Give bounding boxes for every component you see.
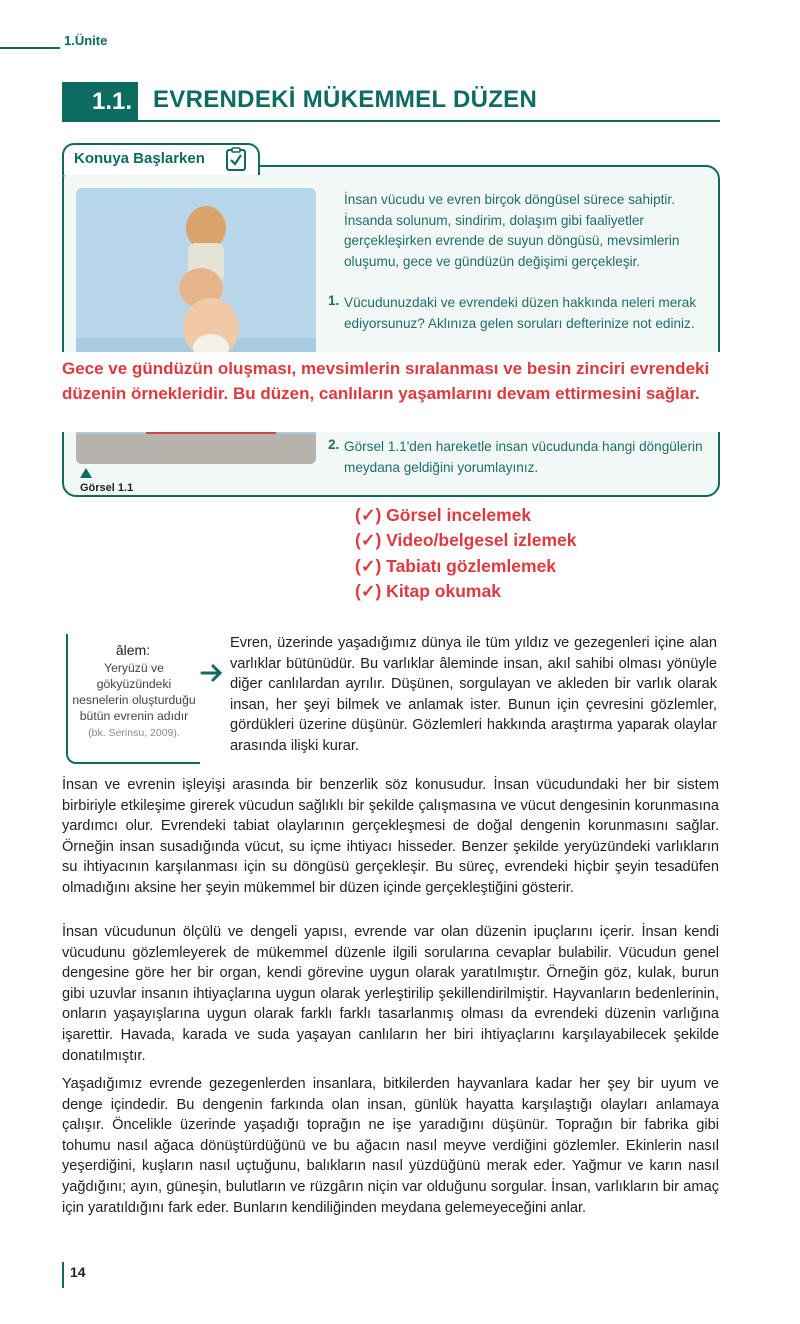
unit-label: 1.Ünite — [64, 33, 108, 48]
checklist-item: (✓) Video/belgesel izlemek — [355, 530, 577, 551]
clipboard-check-icon — [225, 147, 247, 171]
page-number: 14 — [70, 1264, 86, 1280]
glossary-reference: (bk. Serinsu, 2009). — [88, 727, 180, 739]
glossary-definition-text: Yeryüzü ve gökyüzündeki nesnelerin oluşturduğu bütün evrenin adıdır — [72, 661, 196, 723]
caption-pointer-icon — [80, 468, 92, 478]
intro-tab-label: Konuya Başlarken — [74, 150, 205, 167]
paragraph-3: İnsan vücudunun ölçülü ve dengeli yapısı, evrende var olan düzenin ipuçlarını içerir. İnsan kendi vücudunu gözlemleyerek de mükemmel düzenle ilgili sorularına cevaplar bulabilir. Vücudun genel dengesine göre her bir organ, kendi görevine uygun olarak yaratılmıştır. Örneğin göz, kulak, burun gibi uzuvlar insanın ihtiyaçlarına uygun olarak yerleştirilip şekillendirilmiştir. Hayvanların bedenlerinin, onların yaşayışlarına uygun olarak farklı farklı tasarlanmış olması da evrendeki düzenin varlığına işarettir. Havada, karada ve suda yaşayan canlıların her biri ihtiyaçlarını karşılayabilecek şekilde donatılmıştır. — [62, 924, 719, 1064]
photo-caption: Görsel 1.1 — [80, 482, 134, 494]
handwritten-answer: Gece ve gündüzün oluşması, mevsimlerin sıralanması ve besin zinciri evrendeki düzenin örnekleridir. Bu düzen, canlıların yaşamlarını devam ettirmesini sağlar. — [62, 359, 710, 403]
paragraph-4: Yaşadığımız evrende gezegenlerden insanlara, bitkilerden hayvanlara kadar her şey bir uyum ve denge içindedir. Bu dengenin farkında olan insan, günlük hayatta karşılaştığı olayları anlamaya çalışır. Öncelikle üzerinde yaşadığı toprağın ne işe yaradığını düşünür. Toprağın bir fabrika gibi tohumu nasıl ağaca dönüştürdüğünü ve bu ağacın nasıl meyve verdiğini gözlemler. Ekinlerin nasıl yeşerdiğini, kuşların nasıl uçtuğunu, balıkların nasıl yüzdüğünü merak eder. Yağmur ve karın nasıl yağdığını; ayın, güneşin, bulutların ve rüzgârın niçin var olduğunu sorgular. İnsan, varlıkların bir amaç için yaratıldığını fark eder. Bunların kendiliğinden meydana gelemeyeceğini anlar. — [62, 1076, 719, 1216]
glossary-term: âlem: — [115, 642, 151, 658]
glossary-definition — [72, 660, 196, 741]
paragraph-1: Evren, üzerinde yaşadığımız dünya ile tüm yıldız ve gezegenleri içine alan varlıklar bütünüdür. Bu varlıklar âleminde insan, akıl sahibi olması yönüyle diğer canlılardan ayrılır. Düşünen, sorgulayan ve akleden bir varlık olarak insan, her şeyi bilmek ve anlamak ister. Bunun için çevresini gözlemler, gördükleri üzerine düşünür. Gözlemleri hakkında araştırma yaparak olaylar arasında ilişki kurar. — [230, 635, 717, 754]
title-underline — [138, 120, 720, 122]
method-checklist — [355, 503, 577, 604]
page-number-rule — [62, 1262, 64, 1288]
checklist-item: (✓) Görsel incelemek — [355, 505, 532, 525]
unit-rule — [0, 47, 60, 49]
question-1-text: Vücudunuzdaki ve evrendeki düzen hakkında neleri merak ediyorsunuz? Aklınıza gelen soruları defterinize not ediniz. — [344, 295, 697, 331]
question-2-number: 2. — [328, 437, 340, 452]
question-2-text: Görsel 1.1'den hareketle insan vücudunda hangi döngülerin meydana geldiğini yorumlayınız. — [344, 439, 703, 475]
section-title: EVRENDEKİ MÜKEMMEL DÜZEN — [153, 86, 538, 113]
intro-paragraph: İnsan vücudu ve evren birçok döngüsel sürece sahiptir. İnsanda solunum, sindirim, dolaşım gibi faaliyetler gerçekleşirken evrende de suyun döngüsü, mevsimlerin oluşumu, gece ve gündüzün değişimi gerçekleşir. — [344, 192, 680, 269]
section-number: 1.1. — [62, 82, 138, 122]
arrow-right-icon — [200, 660, 226, 686]
checklist-item: (✓) Tabiatı gözlemlemek — [355, 555, 557, 576]
question-1-number: 1. — [328, 293, 340, 308]
checklist-item: (✓) Kitap okumak — [355, 580, 501, 601]
paragraph-2: İnsan ve evrenin işleyişi arasında bir benzerlik söz konusudur. İnsan vücudundaki her bir sistem birbiriyle etkileşime girerek vücudun sağlıklı bir şekilde çalışmasına ve vücut dengesinin korunmasına yardımcı olur. Evrendeki tabiat olaylarının gerçekleşmesi de doğal dengenin korunmasını sağlar. Örneğin insan susadığında vücut, su içme ihtiyacı hisseder. Benzer şekilde yeryüzündeki varlıkların su ihtiyacının karşılanması için su döngüsü gerçekleşir. Bu süreç, evrendeki hiçbir şeyin tesadüfen olmadığını aksine her şeyin mükemmel bir düzen içinde gerçekleştiğini gösterir. — [62, 777, 719, 896]
